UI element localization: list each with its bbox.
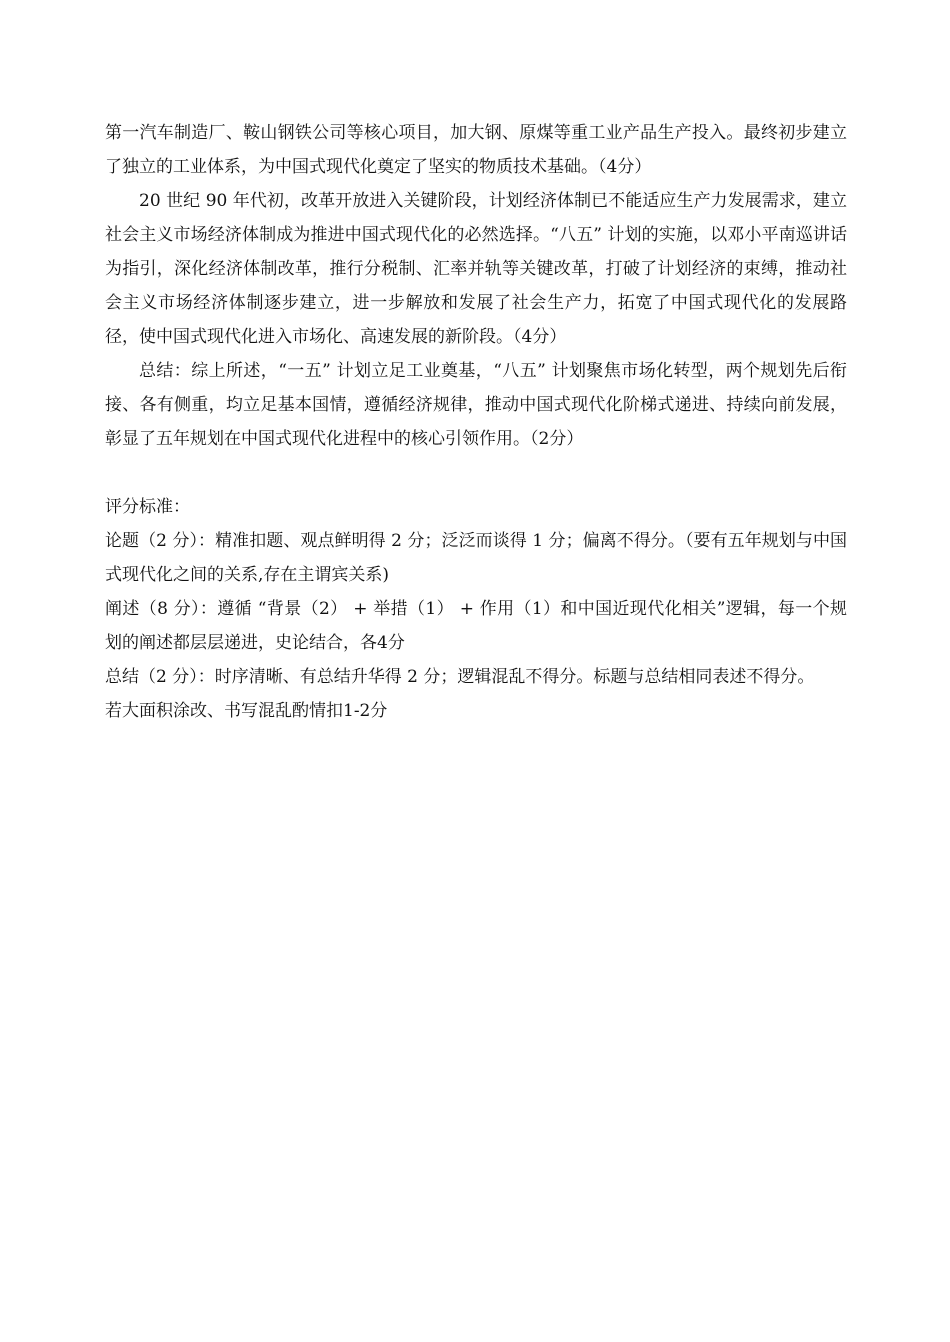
paragraph-first-five-year-plan-end: 第一汽车制造厂、鞍山钢铁公司等核心项目，加大钢、原煤等重工业产品生产投入。最终初步建立了独立的工业体系，为中国式现代化奠定了坚实的物质技术基础。（4分）: [105, 123, 847, 177]
scoring-item-thesis: 论题（2 分）：精准扣题、观点鲜明得 2 分；泛泛而谈得 1 分；偏离不得分。（要有五年规划与中国式现代化之间的关系,存在主谓宾关系): [105, 531, 847, 585]
blank-line: [105, 456, 847, 490]
paragraph-eighth-five-year-plan: 20 世纪 90 年代初，改革开放进入关键阶段，计划经济体制已不能适应生产力发展需求，建立社会主义市场经济体制成为推进中国式现代化的必然选择。“八五” 计划的实施，以邓小平南巡讲话为指引，深化经济体制改革，推行分税制、汇率并轨等关键改革，打破了计划经济的束缚，推动社会主义市场经济体制逐步建立，进一步解放和发展了社会生产力，拓宽了中国式现代化的发展路径，使中国式现代化进入市场化、高速发展的新阶段。（4分）: [105, 191, 847, 347]
paragraph-summary: 总结：综上所述，“一五” 计划立足工业奠基，“八五” 计划聚焦市场化转型，两个规划先后衔接、各有侧重，均立足基本国情，遵循经济规律，推动中国式现代化阶梯式递进、持续向前发展，彰显了五年规划在中国式现代化进程中的核心引领作用。（2分）: [105, 361, 847, 449]
document-body: [105, 116, 847, 728]
scoring-item-summary: 总结（2 分）：时序清晰、有总结升华得 2 分；逻辑混乱不得分。标题与总结相同表述不得分。: [105, 667, 815, 687]
scoring-item-exposition: 阐述（8 分）：遵循 “背景（2） + 举措（1） + 作用（1）和中国近现代化相关”逻辑，每一个规划的阐述都层层递进，史论结合，各4分: [105, 599, 847, 653]
scoring-item-deduction: 若大面积涂改、书写混乱酌情扣1-2分: [105, 701, 388, 721]
scoring-heading: 评分标准：: [105, 497, 190, 517]
